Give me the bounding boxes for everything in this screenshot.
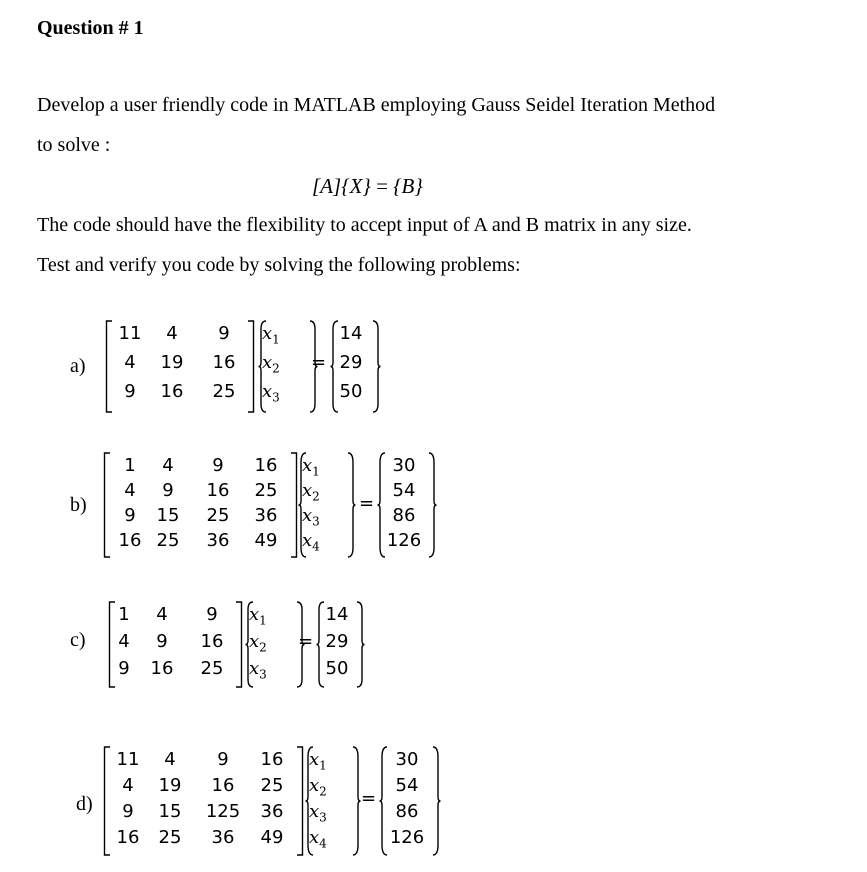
matrix-a-left-bracket: [105, 320, 113, 413]
matrix-a-left-bracket: [108, 601, 116, 688]
matrix-a-entry: 25: [200, 658, 224, 679]
matrix-a-entry: 4: [124, 352, 136, 373]
vector-b-entry: 29: [339, 352, 363, 373]
matrix-a-entry: 16: [150, 658, 174, 679]
vector-x-entry: $x_3$: [249, 658, 267, 682]
matrix-a-entry: 25: [158, 827, 182, 848]
vector-x-entry: $x_1$: [249, 604, 267, 628]
matrix-a-entry: 16: [211, 775, 235, 796]
matrix-a-entry: 9: [217, 749, 229, 770]
vector-x-entry: $x_3$: [302, 505, 320, 529]
vector-x-entry: $x_1$: [262, 323, 280, 347]
matrix-a-entry: 1: [118, 604, 130, 625]
matrix-a-entry: 9: [212, 455, 224, 476]
matrix-a-entry: 15: [158, 801, 182, 822]
vector-b-left-brace: [316, 601, 325, 688]
main-equation: [312, 174, 423, 198]
matrix-a-entry: 11: [116, 749, 140, 770]
matrix-a-right-bracket: [247, 320, 255, 413]
vector-x-entry: $x_3$: [262, 381, 280, 405]
matrix-a-entry: 9: [156, 631, 168, 652]
vector-x-entry: $x_1$: [309, 749, 327, 773]
vector-x-entry: $x_4$: [309, 827, 327, 851]
matrix-a-entry: 25: [206, 505, 230, 526]
matrix-a-entry: 16: [116, 827, 140, 848]
flexibility-line: The code should have the flexibility to accept input of A and B matrix in any size.: [37, 214, 692, 236]
matrix-a-entry: 11: [118, 323, 142, 344]
problem-label-c: c): [70, 629, 86, 651]
vector-b-right-brace: [428, 452, 437, 558]
vector-b-entry: 30: [395, 749, 419, 770]
vector-x-entry: $x_3$: [309, 801, 327, 825]
vector-x-right-brace: [347, 452, 356, 558]
matrix-a-entry: 9: [124, 381, 136, 402]
matrix-a-entry: 4: [156, 604, 168, 625]
matrix-a-entry: 25: [260, 775, 284, 796]
vector-b-right-brace: [372, 320, 381, 413]
matrix-a-entry: 125: [205, 801, 241, 822]
problem-label-d: d): [76, 793, 93, 815]
matrix-a-entry: 19: [158, 775, 182, 796]
vector-x-right-brace: [352, 746, 361, 856]
matrix-a-entry: 16: [206, 480, 230, 501]
question-title: Question # 1: [37, 17, 144, 39]
matrix-a-entry: 4: [164, 749, 176, 770]
matrix-a-entry: 4: [166, 323, 178, 344]
matrix-a-entry: 16: [254, 455, 278, 476]
matrix-a-entry: 9: [206, 604, 218, 625]
matrix-a-entry: 4: [162, 455, 174, 476]
matrix-a-entry: 9: [124, 505, 136, 526]
intro-line-2: to solve :: [37, 134, 111, 156]
matrix-a-left-bracket: [103, 452, 111, 558]
vector-b-entry: 86: [392, 505, 416, 526]
matrix-a-entry: 36: [206, 530, 230, 551]
main-equation-a: [A]: [312, 174, 342, 198]
vector-b-entry: 14: [325, 604, 349, 625]
matrix-a-entry: 4: [122, 775, 134, 796]
vector-b-entry: 126: [386, 530, 422, 551]
vector-b-entry: 30: [392, 455, 416, 476]
matrix-a-entry: 16: [118, 530, 142, 551]
vector-x-entry: $x_2$: [302, 480, 320, 504]
vector-b-entry: 86: [395, 801, 419, 822]
equals-sign: =: [311, 352, 327, 373]
matrix-a-entry: 16: [212, 352, 236, 373]
matrix-a-entry: 25: [254, 480, 278, 501]
matrix-a-entry: 16: [260, 749, 284, 770]
vector-x-entry: $x_4$: [302, 530, 320, 554]
matrix-a-entry: 9: [162, 480, 174, 501]
matrix-a-entry: 36: [211, 827, 235, 848]
matrix-a-entry: 49: [254, 530, 278, 551]
matrix-a-entry: 16: [200, 631, 224, 652]
main-equation-x: {X}: [341, 174, 371, 198]
matrix-a-entry: 9: [118, 658, 130, 679]
vector-b-entry: 50: [339, 381, 363, 402]
vector-x-entry: $x_2$: [309, 775, 327, 799]
matrix-a-entry: 1: [124, 455, 136, 476]
vector-b-entry: 29: [325, 631, 349, 652]
matrix-a-right-bracket: [296, 746, 304, 856]
intro-line-1: Develop a user friendly code in MATLAB employing Gauss Seidel Iteration Method: [37, 94, 716, 116]
equals-sign: =: [359, 492, 375, 514]
vector-b-right-brace: [356, 601, 365, 688]
matrix-a-right-bracket: [290, 452, 298, 558]
problem-label-b: b): [70, 494, 87, 516]
vector-b-entry: 126: [389, 827, 425, 848]
matrix-a-entry: 16: [160, 381, 184, 402]
main-equation-equals: =: [376, 174, 388, 198]
matrix-a-entry: 49: [260, 827, 284, 848]
matrix-a-entry: 25: [156, 530, 180, 551]
vector-x-entry: $x_2$: [262, 352, 280, 376]
matrix-a-entry: 9: [218, 323, 230, 344]
vector-b-entry: 54: [392, 480, 416, 501]
matrix-a-entry: 15: [156, 505, 180, 526]
vector-x-entry: $x_1$: [302, 455, 320, 479]
matrix-a-entry: 4: [118, 631, 130, 652]
vector-b-left-brace: [330, 320, 339, 413]
test-line: Test and verify you code by solving the following problems:: [37, 254, 521, 276]
matrix-a-entry: 36: [254, 505, 278, 526]
vector-b-entry: 50: [325, 658, 349, 679]
equals-sign: =: [361, 788, 377, 809]
main-equation-b: {B}: [393, 174, 423, 198]
vector-b-entry: 54: [395, 775, 419, 796]
vector-b-right-brace: [432, 746, 441, 856]
vector-b-left-brace: [379, 746, 388, 856]
vector-b-entry: 14: [339, 323, 363, 344]
matrix-a-entry: 4: [124, 480, 136, 501]
equals-sign: =: [298, 631, 314, 652]
vector-x-entry: $x_2$: [249, 631, 267, 655]
matrix-a-entry: 19: [160, 352, 184, 373]
matrix-a-left-bracket: [103, 746, 111, 856]
matrix-a-entry: 36: [260, 801, 284, 822]
vector-b-left-brace: [377, 452, 386, 558]
problem-label-a: a): [70, 355, 86, 377]
matrix-a-entry: 25: [212, 381, 236, 402]
matrix-a-right-bracket: [235, 601, 243, 688]
matrix-a-entry: 9: [122, 801, 134, 822]
